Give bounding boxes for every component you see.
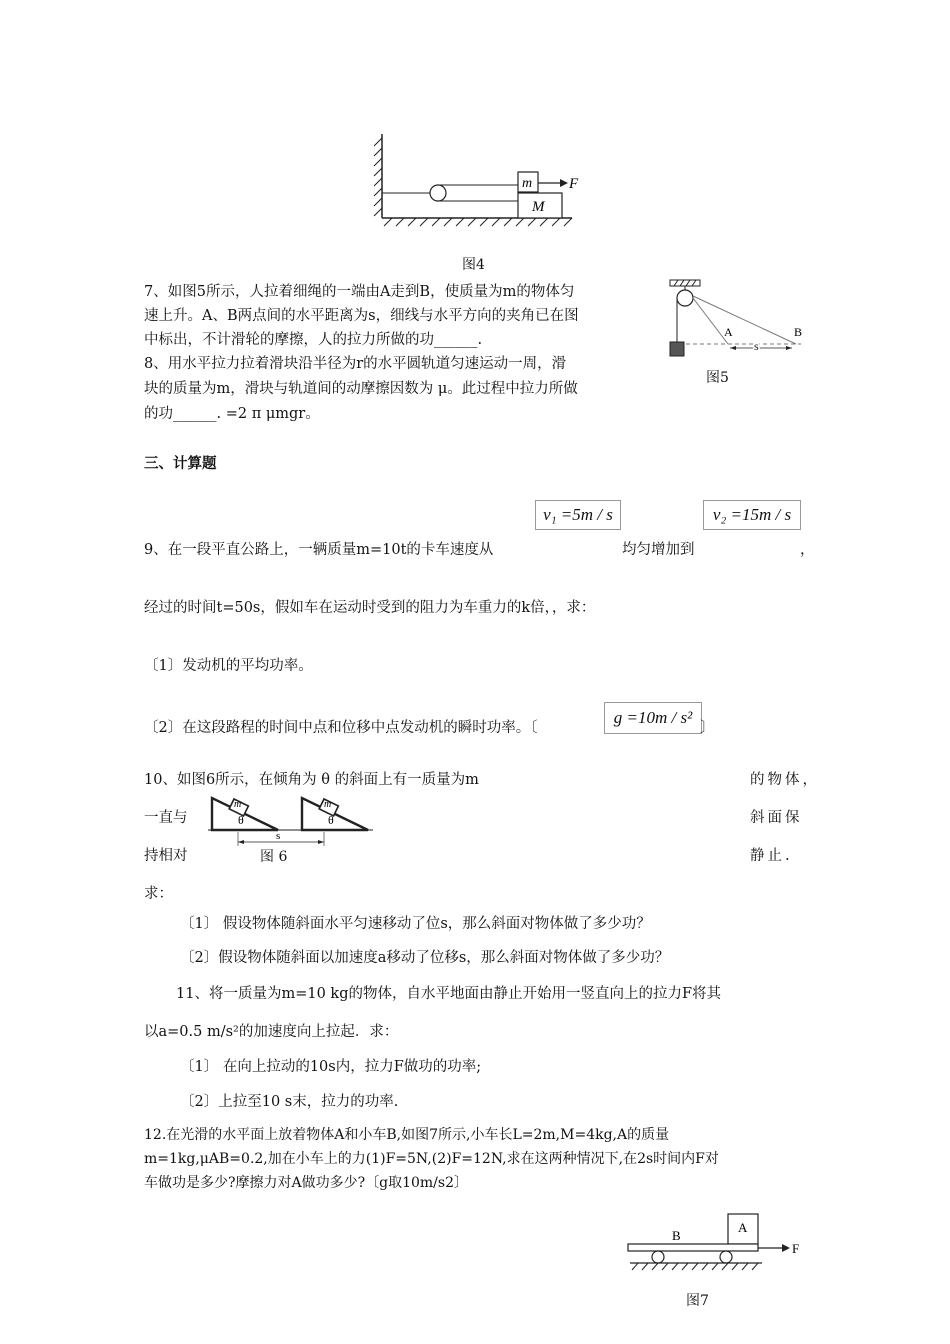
fig5-label-s: s (754, 339, 759, 353)
q11-part2: 〔2〕上拉至10 s末，拉力的功率. (180, 1094, 399, 1110)
q11-line1: 11、将一质量为m=10 kg的物体，自水平地面由静止开始用一竖直向上的拉力F将其 (176, 986, 722, 1002)
q8-line2: 块的质量为m，滑块与轨道间的动摩擦因数为 μ。此过程中拉力所做 (144, 381, 578, 397)
q10-line2b: 斜面保 (750, 810, 803, 826)
fig6-label-theta2: θ (328, 813, 334, 827)
fig5-label-A: A (724, 325, 733, 339)
q9-line1b: 均匀增加到 (622, 542, 695, 558)
q10-line3a: 持相对 (144, 848, 188, 864)
q10-part2: 〔2〕假设物体随斜面以加速度a移动了位移s，那么斜面对物体做了多少功？ (180, 950, 670, 966)
q10-line3b: 静止. (750, 848, 793, 864)
q8-line1: 8、用水平拉力拉着滑块沿半径为r的水平圆轨道匀速运动一周，滑 (144, 356, 567, 372)
q10-part1: 〔1〕 假设物体随斜面水平匀速移动了位s，那么斜面对物体做了多少功？ (180, 916, 651, 932)
fig7-label-F: F (792, 1241, 800, 1256)
fig4-caption: 图4 (462, 257, 485, 273)
formula-g: g =10m / s² (604, 702, 702, 734)
q9-part1: 〔1〕发动机的平均功率。 (144, 658, 313, 674)
q9-part2: 〔2〕在这段路程的时间中点和位移中点发动机的瞬时功率。〔 (144, 720, 538, 736)
q12-line3: 车做功是多少?摩擦力对A做功多少?〔g取10m/s2〕 (144, 1175, 468, 1191)
fig6-label-theta1: θ (238, 813, 244, 827)
fig4-label-M: M (532, 199, 545, 215)
q7-line2: 速上升。A、B两点间的水平距离为s，细线与水平方向的夹角已在图 (144, 308, 579, 324)
fig5-caption: 图5 (706, 370, 729, 386)
q12-line1: 12.在光滑的水平面上放着物体A和小车B,如图7所示,小车长L=2m,M=4kg,A的质量 (144, 1127, 670, 1143)
formula-v1: v₁ =5m / s (535, 500, 621, 530)
fig6-label-s: s (276, 830, 281, 842)
q10-line2a: 一直与 (144, 810, 188, 826)
fig7-label-B: B (672, 1228, 681, 1243)
formula-v2: v₂ =15m / s (703, 500, 801, 530)
figure-5-diagram (666, 278, 816, 358)
fig5-label-B: B (794, 325, 803, 339)
q11-line2: 以a=0.5 m/s²的加速度向上拉起．求： (144, 1024, 399, 1040)
section-title: 三、计算题 (144, 456, 217, 472)
q9-line2: 经过的时间t=50s，假如车在运动时受到的阻力为车重力的k倍，，求： (144, 600, 596, 616)
fig7-caption: 图7 (686, 1293, 709, 1309)
fig6-label-m2: m (324, 799, 332, 810)
q9-line1a: 9、在一段平直公路上，一辆质量m=10t的卡车速度从 (144, 542, 494, 558)
figure-7-diagram (622, 1210, 812, 1280)
q11-part1: 〔1〕 在向上拉动的10s内，拉力F做功的功率; (180, 1059, 482, 1075)
fig7-label-A: A (738, 1220, 748, 1235)
q10-line1b: 的物体， (750, 772, 820, 788)
figure-4-diagram (362, 128, 592, 238)
figure-6-diagram (208, 788, 378, 852)
q10-line1a: 10、如图6所示，在倾角为 θ 的斜面上有一质量为m (144, 772, 479, 788)
q9-line1c: ， (800, 542, 815, 558)
q9-part2-end: 〕 (700, 720, 715, 736)
fig4-label-F: F (569, 176, 579, 192)
q7-line1: 7、如图5所示，人拉着细绳的一端由A走到B，使质量为m的物体匀 (144, 284, 575, 300)
q10-line4: 求： (144, 886, 173, 902)
q12-line2: m=1kg,μAB=0.2,加在小车上的力(1)F=5N,(2)F=12N,求在这两种情况下,在2s时间内F对 (144, 1151, 719, 1167)
fig6-caption: 图 6 (260, 849, 288, 865)
fig6-label-m1: m (234, 799, 242, 810)
fig4-label-m: m (522, 176, 533, 191)
q7-line3: 中标出，不计滑轮的摩擦，人的拉力所做的功______. (144, 332, 483, 348)
q8-line3: 的功______. =2 π μmgr。 (144, 406, 320, 422)
